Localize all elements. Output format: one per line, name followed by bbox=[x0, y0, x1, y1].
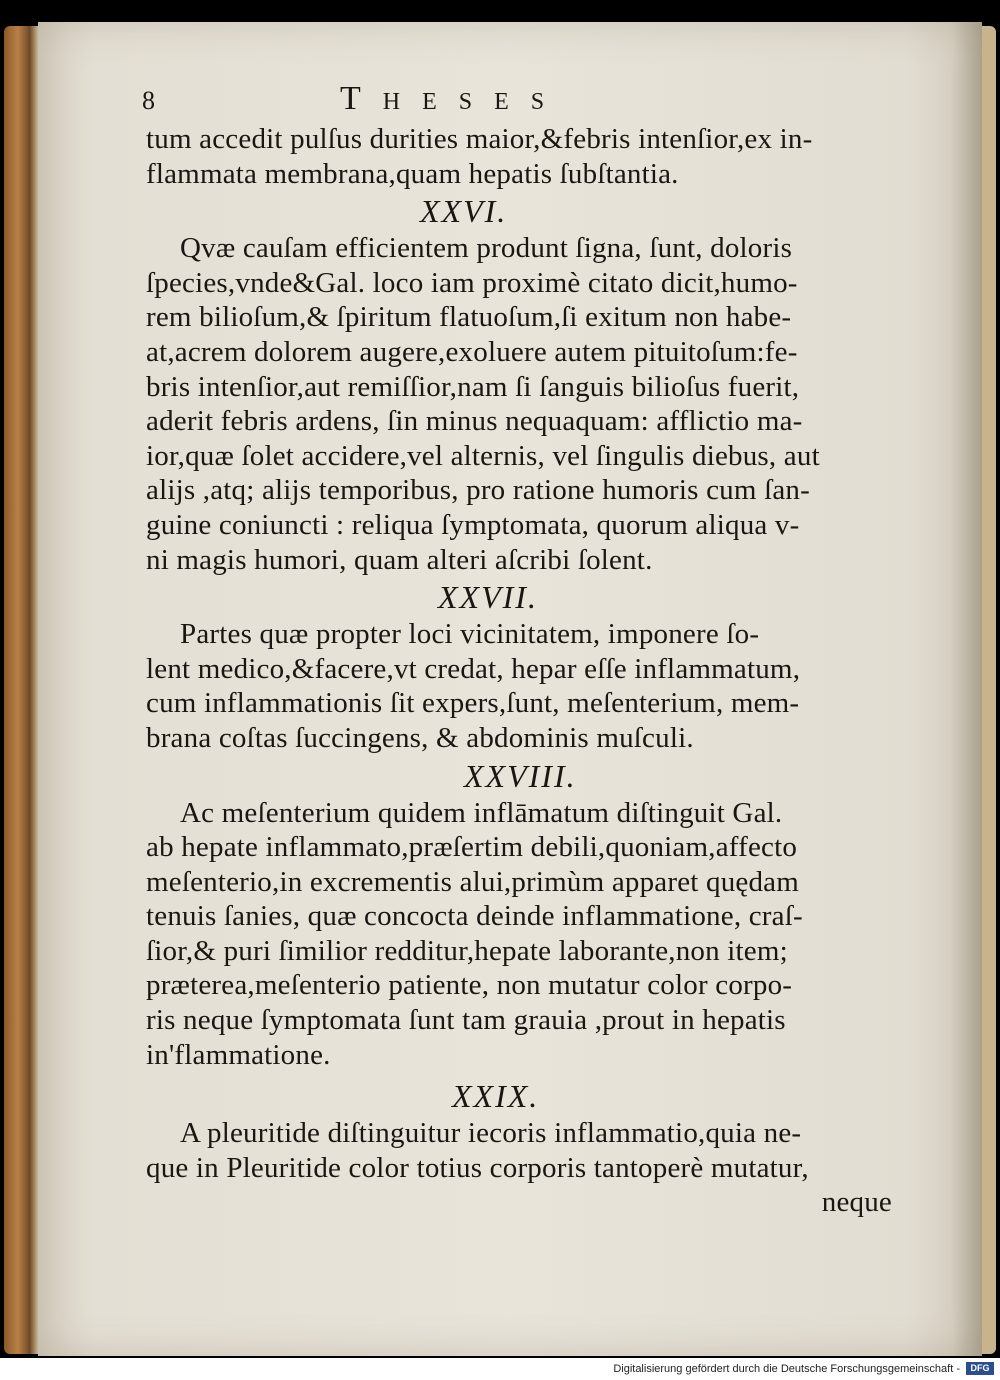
text-line: guine coniuncti : reliqua ſymptomata, quorum aliqua v- bbox=[146, 508, 800, 541]
text-line: Partes quæ propter loci vicinitatem, imponere ſo- bbox=[180, 618, 760, 651]
text-line: cum inflammationis ſit expers,ſunt, meſenterium, mem- bbox=[146, 687, 800, 720]
text-line: ris neque ſymptomata ſunt tam grauia ,prout in hepatis bbox=[146, 1004, 786, 1037]
text-line: flammata membrana,quam hepatis ſubſtantia. bbox=[146, 157, 679, 190]
footer-bar bbox=[0, 1358, 1000, 1380]
text-line: ab hepate inflammato,præſertim debili,quoniam,affecto bbox=[146, 831, 798, 864]
page-number: 8 bbox=[142, 86, 156, 115]
section-paragraph bbox=[146, 796, 892, 1073]
text-line: aderit febris ardens, ſin minus nequaquam: afflictio ma- bbox=[146, 405, 803, 438]
text-line: in'flammatione. bbox=[146, 1038, 331, 1071]
section-paragraph bbox=[146, 617, 892, 755]
text-line: lent medico,&facere,vt credat, hepar eſſe inflammatum, bbox=[146, 652, 801, 685]
text-line: Ac meſenterium quidem inflāmatum diſtinguit Gal. bbox=[180, 796, 783, 829]
text-line: alijs ,atq; alijs temporibus, pro ratione humoris cum ſan- bbox=[146, 474, 810, 507]
section-number: XXVII. bbox=[438, 579, 538, 616]
section-number: XXVI. bbox=[420, 193, 508, 230]
text-line: bris intenſior,aut remiſſior,nam ſi ſanguis bilioſus fuerit, bbox=[146, 370, 800, 403]
text-line: at,acrem dolorem augere,exoluere autem pituitoſum:fe- bbox=[146, 335, 798, 368]
text-line: rem bilioſum,& ſpiritum flatuoſum,ſi exitum non habe- bbox=[146, 301, 792, 334]
section-number: XXVIII. bbox=[464, 757, 577, 794]
section-paragraph bbox=[146, 1116, 892, 1185]
text-line: meſenterio,in excrementis alui,primùm apparet quędam bbox=[146, 865, 800, 898]
text-line: præterea,meſenterio patiente, non mutatur color corpo- bbox=[146, 969, 793, 1002]
text-line: tum accedit pulſus durities maior,&febris intenſior,ex in- bbox=[146, 123, 813, 155]
running-head bbox=[142, 82, 892, 122]
digitization-credit: Digitalisierung gefördert durch die Deutsche Forschungsgemeinschaft - bbox=[613, 1363, 960, 1375]
text-line: A pleuritide diſtinguitur iecoris inflammatio,quia ne- bbox=[180, 1117, 802, 1150]
text-block bbox=[142, 80, 892, 1220]
text-line: ſior,& puri ſimilior redditur,hepate laborante,non item; bbox=[146, 934, 788, 967]
dfg-logo: DFG bbox=[966, 1362, 994, 1375]
text-line: ni magis humori, quam alteri aſcribi ſolent. bbox=[146, 543, 653, 576]
text-line: ſpecies,vnde&Gal. loco iam proximè citato dicit,humo- bbox=[146, 266, 798, 299]
running-head-title: Theses bbox=[340, 80, 567, 117]
text-line: que in Pleuritide color totius corporis tantoperè mutatur, bbox=[146, 1151, 809, 1184]
section-continuation bbox=[146, 122, 892, 191]
text-line: Qvæ cauſam efficientem produnt ſigna, ſunt, doloris bbox=[180, 232, 793, 265]
section-paragraph bbox=[146, 231, 892, 577]
section-number: XXIX. bbox=[452, 1078, 540, 1115]
catchword: neque bbox=[821, 1186, 892, 1219]
text-line: ior,quæ ſolet accidere,vel alternis, vel ſingulis diebus, aut bbox=[146, 439, 820, 472]
page-shadow bbox=[952, 22, 982, 1356]
text-line: brana coſtas ſuccingens, & abdominis muſculi. bbox=[146, 721, 694, 754]
text-line: tenuis ſanies, quæ concocta deinde inflammatione, craſ- bbox=[146, 900, 803, 933]
